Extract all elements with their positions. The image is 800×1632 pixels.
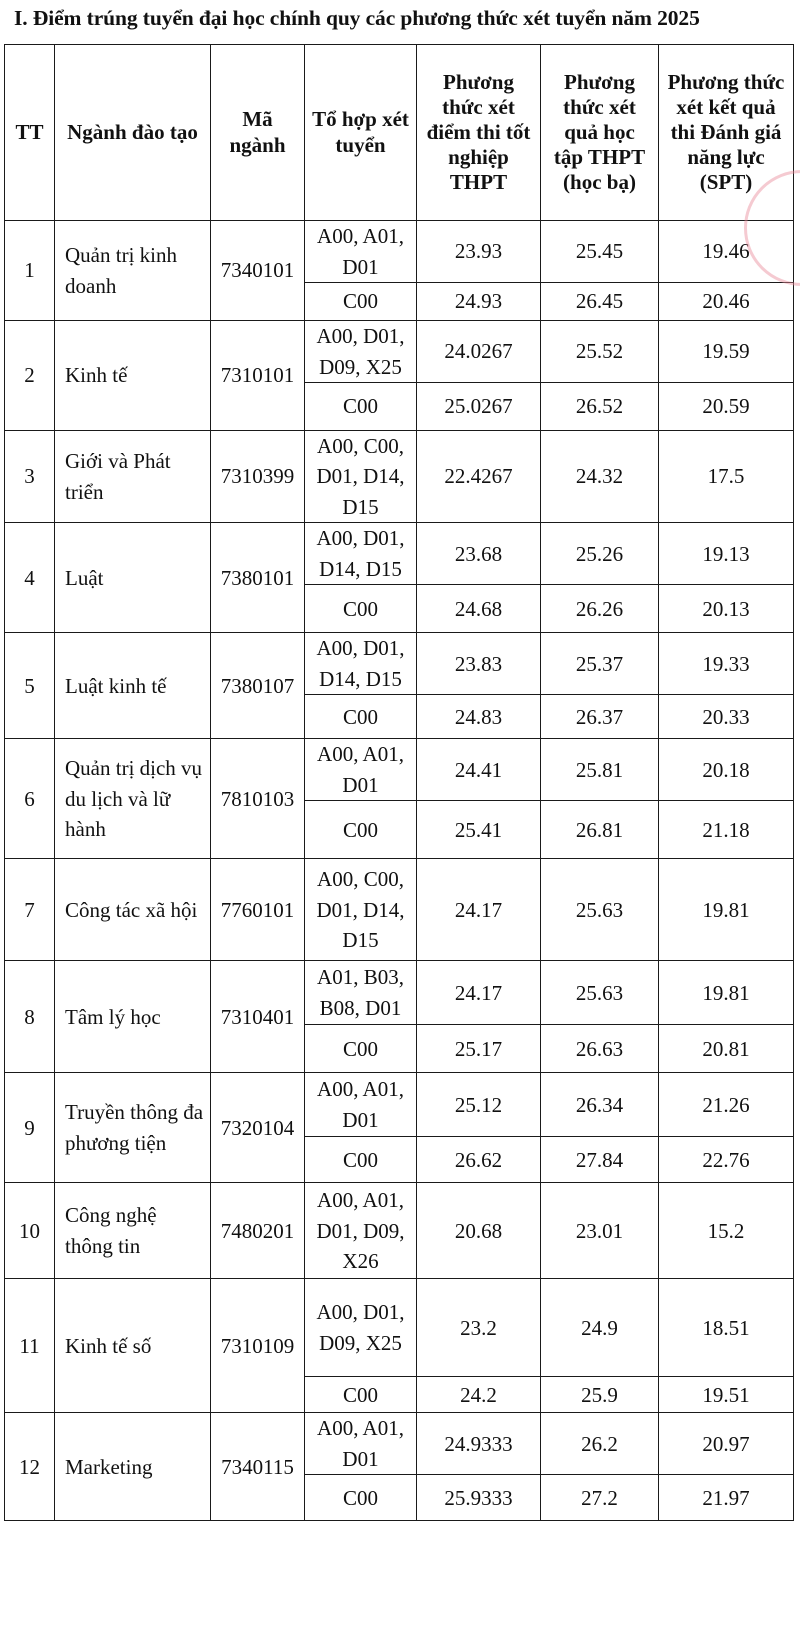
combination-cell: C00 <box>305 1137 417 1183</box>
score-transcript-cell: 26.52 <box>541 383 659 431</box>
combination-cell: A00, A01, D01, D09, X26 <box>305 1183 417 1279</box>
score-transcript-cell: 25.81 <box>541 739 659 801</box>
header-method-thpt-exam: Phương thức xét điểm thi tốt nghiệp THPT <box>417 45 541 221</box>
major-name-cell: Quản trị kinh doanh <box>55 221 211 321</box>
score-thpt-cell: 24.0267 <box>417 321 541 383</box>
table-row <box>5 1413 794 1475</box>
combination-cell: C00 <box>305 1377 417 1413</box>
major-code-cell: 7810103 <box>211 739 305 859</box>
score-transcript-cell: 26.37 <box>541 695 659 739</box>
table-body <box>5 221 794 1521</box>
score-thpt-cell: 25.12 <box>417 1073 541 1137</box>
major-code-cell: 7310101 <box>211 321 305 431</box>
score-spt-cell: 19.81 <box>659 859 794 961</box>
score-spt-cell: 20.13 <box>659 585 794 633</box>
combination-cell: A00, A01, D01 <box>305 221 417 283</box>
score-spt-cell: 19.46 <box>659 221 794 283</box>
score-transcript-cell: 27.84 <box>541 1137 659 1183</box>
score-thpt-cell: 23.2 <box>417 1279 541 1377</box>
combination-cell: A00, A01, D01 <box>305 739 417 801</box>
header-code: Mã ngành <box>211 45 305 221</box>
major-code-cell: 7310401 <box>211 961 305 1073</box>
combination-cell: A00, D01, D14, D15 <box>305 633 417 695</box>
combination-cell: A00, D01, D09, X25 <box>305 1279 417 1377</box>
score-spt-cell: 20.18 <box>659 739 794 801</box>
combination-cell: C00 <box>305 695 417 739</box>
row-number-cell: 12 <box>5 1413 55 1521</box>
combination-cell: C00 <box>305 585 417 633</box>
score-transcript-cell: 24.9 <box>541 1279 659 1377</box>
score-thpt-cell: 25.9333 <box>417 1475 541 1521</box>
score-thpt-cell: 24.41 <box>417 739 541 801</box>
score-spt-cell: 15.2 <box>659 1183 794 1279</box>
score-transcript-cell: 25.37 <box>541 633 659 695</box>
major-code-cell: 7340101 <box>211 221 305 321</box>
combination-cell: A00, D01, D14, D15 <box>305 523 417 585</box>
score-transcript-cell: 26.63 <box>541 1025 659 1073</box>
score-transcript-cell: 26.2 <box>541 1413 659 1475</box>
score-transcript-cell: 26.81 <box>541 801 659 859</box>
major-code-cell: 7310399 <box>211 431 305 523</box>
score-transcript-cell: 25.26 <box>541 523 659 585</box>
row-number-cell: 5 <box>5 633 55 739</box>
combination-cell: A00, D01, D09, X25 <box>305 321 417 383</box>
header-major: Ngành đào tạo <box>55 45 211 221</box>
score-spt-cell: 19.13 <box>659 523 794 585</box>
score-spt-cell: 19.33 <box>659 633 794 695</box>
major-code-cell: 7380101 <box>211 523 305 633</box>
table-row <box>5 221 794 283</box>
combination-cell: A01, B03, B08, D01 <box>305 961 417 1025</box>
score-thpt-cell: 24.17 <box>417 859 541 961</box>
table-row <box>5 1279 794 1377</box>
score-spt-cell: 20.81 <box>659 1025 794 1073</box>
table-row <box>5 1183 794 1279</box>
score-spt-cell: 21.26 <box>659 1073 794 1137</box>
row-number-cell: 1 <box>5 221 55 321</box>
score-transcript-cell: 25.9 <box>541 1377 659 1413</box>
combination-cell: A00, A01, D01 <box>305 1073 417 1137</box>
score-thpt-cell: 24.68 <box>417 585 541 633</box>
header-tt: TT <box>5 45 55 221</box>
header-method-transcript: Phương thức xét quả học tập THPT (học bạ) <box>541 45 659 221</box>
table-row <box>5 321 794 383</box>
score-thpt-cell: 25.0267 <box>417 383 541 431</box>
combination-cell: C00 <box>305 801 417 859</box>
combination-cell: C00 <box>305 283 417 321</box>
combination-cell: C00 <box>305 1475 417 1521</box>
table-row <box>5 1073 794 1137</box>
row-number-cell: 4 <box>5 523 55 633</box>
score-spt-cell: 21.97 <box>659 1475 794 1521</box>
score-thpt-cell: 23.93 <box>417 221 541 283</box>
major-name-cell: Quản trị dịch vụ du lịch và lữ hành <box>55 739 211 859</box>
score-spt-cell: 20.97 <box>659 1413 794 1475</box>
table-row <box>5 961 794 1025</box>
row-number-cell: 11 <box>5 1279 55 1413</box>
score-transcript-cell: 26.34 <box>541 1073 659 1137</box>
score-spt-cell: 20.46 <box>659 283 794 321</box>
header-method-spt: Phương thức xét kết quả thi Đánh giá năng lực (SPT) <box>659 45 794 221</box>
score-transcript-cell: 25.52 <box>541 321 659 383</box>
combination-cell: C00 <box>305 383 417 431</box>
major-code-cell: 7480201 <box>211 1183 305 1279</box>
score-transcript-cell: 23.01 <box>541 1183 659 1279</box>
major-name-cell: Marketing <box>55 1413 211 1521</box>
major-name-cell: Truyền thông đa phương tiện <box>55 1073 211 1183</box>
score-thpt-cell: 26.62 <box>417 1137 541 1183</box>
score-thpt-cell: 24.2 <box>417 1377 541 1413</box>
major-code-cell: 7320104 <box>211 1073 305 1183</box>
major-code-cell: 7310109 <box>211 1279 305 1413</box>
major-code-cell: 7340115 <box>211 1413 305 1521</box>
major-name-cell: Kinh tế <box>55 321 211 431</box>
header-combo: Tổ hợp xét tuyển <box>305 45 417 221</box>
row-number-cell: 10 <box>5 1183 55 1279</box>
table-row <box>5 633 794 695</box>
row-number-cell: 2 <box>5 321 55 431</box>
major-name-cell: Công nghệ thông tin <box>55 1183 211 1279</box>
row-number-cell: 8 <box>5 961 55 1073</box>
score-spt-cell: 20.59 <box>659 383 794 431</box>
combination-cell: A00, C00, D01, D14, D15 <box>305 859 417 961</box>
score-spt-cell: 19.59 <box>659 321 794 383</box>
row-number-cell: 3 <box>5 431 55 523</box>
score-thpt-cell: 25.41 <box>417 801 541 859</box>
score-thpt-cell: 24.83 <box>417 695 541 739</box>
score-thpt-cell: 20.68 <box>417 1183 541 1279</box>
row-number-cell: 7 <box>5 859 55 961</box>
major-code-cell: 7380107 <box>211 633 305 739</box>
score-thpt-cell: 23.83 <box>417 633 541 695</box>
score-spt-cell: 19.81 <box>659 961 794 1025</box>
score-spt-cell: 22.76 <box>659 1137 794 1183</box>
score-spt-cell: 18.51 <box>659 1279 794 1377</box>
score-thpt-cell: 24.9333 <box>417 1413 541 1475</box>
score-thpt-cell: 22.4267 <box>417 431 541 523</box>
table-row <box>5 859 794 961</box>
table-row <box>5 523 794 585</box>
score-transcript-cell: 25.63 <box>541 961 659 1025</box>
major-name-cell: Công tác xã hội <box>55 859 211 961</box>
score-transcript-cell: 26.45 <box>541 283 659 321</box>
row-number-cell: 6 <box>5 739 55 859</box>
score-transcript-cell: 25.45 <box>541 221 659 283</box>
major-name-cell: Tâm lý học <box>55 961 211 1073</box>
row-number-cell: 9 <box>5 1073 55 1183</box>
major-name-cell: Luật kinh tế <box>55 633 211 739</box>
combination-cell: A00, C00, D01, D14, D15 <box>305 431 417 523</box>
score-transcript-cell: 27.2 <box>541 1475 659 1521</box>
score-spt-cell: 17.5 <box>659 431 794 523</box>
score-spt-cell: 19.51 <box>659 1377 794 1413</box>
score-thpt-cell: 23.68 <box>417 523 541 585</box>
table-row <box>5 431 794 523</box>
score-transcript-cell: 24.32 <box>541 431 659 523</box>
document-title: I. Điểm trúng tuyển đại học chính quy các phương thức xét tuyển năm 2025 <box>14 6 700 30</box>
score-thpt-cell: 24.17 <box>417 961 541 1025</box>
score-thpt-cell: 25.17 <box>417 1025 541 1073</box>
major-name-cell: Kinh tế số <box>55 1279 211 1413</box>
combination-cell: A00, A01, D01 <box>305 1413 417 1475</box>
combination-cell: C00 <box>305 1025 417 1073</box>
score-spt-cell: 20.33 <box>659 695 794 739</box>
table-row <box>5 739 794 801</box>
major-name-cell: Luật <box>55 523 211 633</box>
admission-score-table <box>4 44 794 1521</box>
major-name-cell: Giới và Phát triển <box>55 431 211 523</box>
score-thpt-cell: 24.93 <box>417 283 541 321</box>
major-code-cell: 7760101 <box>211 859 305 961</box>
score-transcript-cell: 26.26 <box>541 585 659 633</box>
score-transcript-cell: 25.63 <box>541 859 659 961</box>
score-spt-cell: 21.18 <box>659 801 794 859</box>
header-row <box>5 45 794 221</box>
